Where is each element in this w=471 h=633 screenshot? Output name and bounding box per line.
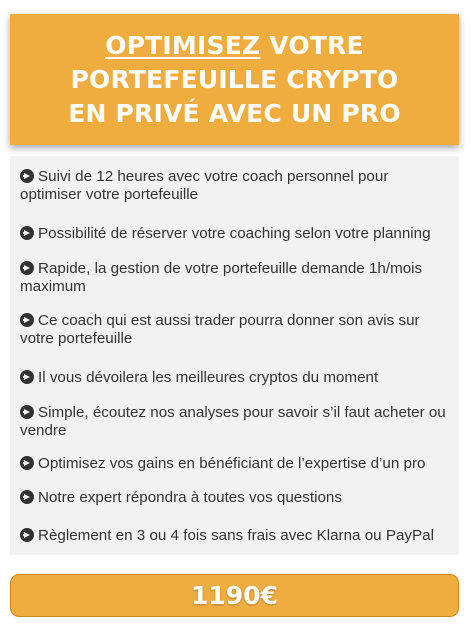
arrow-circle-right-icon xyxy=(20,490,34,504)
feature-text: Simple, écoutez nos analyses pour savoir s’il faut acheter ou vendre xyxy=(20,404,446,439)
title-line-2: PORTEFEUILLE CRYPTO xyxy=(70,64,399,94)
arrow-circle-right-icon xyxy=(20,313,34,327)
title-line-1-rest: VOTRE xyxy=(260,30,364,60)
title-emphasis: OPTIMISEZ xyxy=(105,30,261,60)
feature-item xyxy=(20,489,449,507)
arrow-circle-right-icon xyxy=(20,226,34,240)
arrow-circle-right-icon xyxy=(20,169,34,183)
features-list xyxy=(10,156,459,555)
feature-text: Notre expert répondra à toutes vos questions xyxy=(38,489,342,506)
arrow-circle-right-icon xyxy=(20,405,34,419)
feature-text: Rapide, la gestion de votre portefeuille demande 1h/mois maximum xyxy=(20,260,423,295)
feature-item xyxy=(20,527,449,545)
feature-text: Possibilité de réserver votre coaching selon votre planning xyxy=(38,225,431,242)
offer-header xyxy=(10,14,459,145)
feature-item xyxy=(20,225,449,243)
title-line-1 xyxy=(105,29,364,63)
feature-item xyxy=(20,455,449,473)
feature-text: Suivi de 12 heures avec votre coach personnel pour optimiser votre portefeuille xyxy=(20,168,389,203)
arrow-circle-right-icon xyxy=(20,528,34,542)
arrow-circle-right-icon xyxy=(20,261,34,275)
arrow-circle-right-icon xyxy=(20,456,34,470)
feature-item xyxy=(20,369,449,387)
price-button[interactable] xyxy=(10,574,459,617)
title-line-3: EN PRIVÉ AVEC UN PRO xyxy=(68,98,401,128)
feature-item xyxy=(20,404,449,440)
feature-item xyxy=(20,312,449,348)
arrow-circle-right-icon xyxy=(20,370,34,384)
price-label: 1190€ xyxy=(191,581,278,610)
feature-text: Il vous dévoilera les meilleures cryptos du moment xyxy=(38,369,379,386)
feature-text: Optimisez vos gains en bénéficiant de l’expertise d’un pro xyxy=(38,455,426,472)
feature-text: Règlement en 3 ou 4 fois sans frais avec Klarna ou PayPal xyxy=(38,527,434,544)
feature-item xyxy=(20,260,449,296)
feature-item xyxy=(20,168,449,204)
feature-text: Ce coach qui est aussi trader pourra donner son avis sur votre portefeuille xyxy=(20,312,420,347)
